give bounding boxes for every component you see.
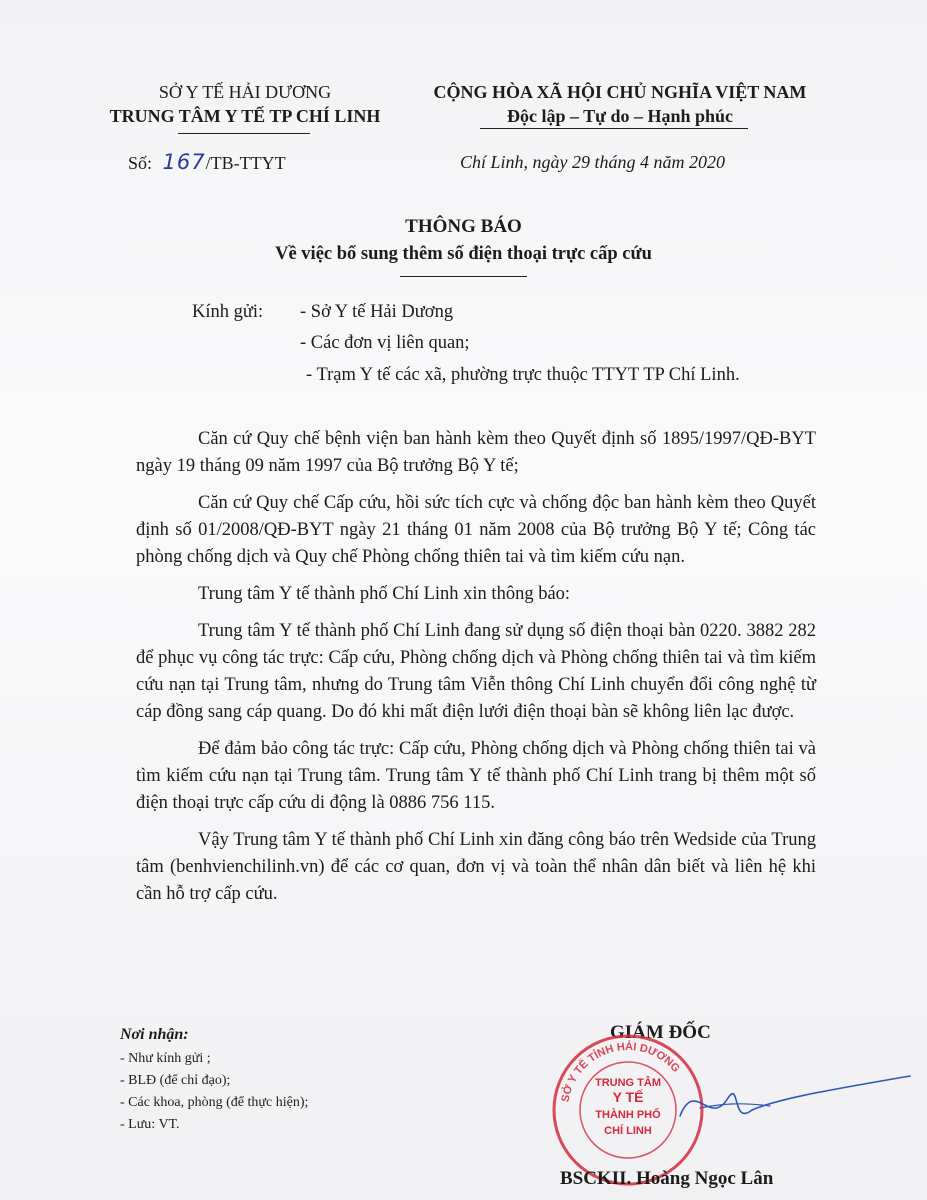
addressee-label: Kính gửi:	[192, 302, 264, 322]
recipients-block	[120, 1022, 450, 1136]
stamp-line: THÀNH PHỐ	[595, 1109, 661, 1121]
parent-authority: SỞ Y TẾ HẢI DƯƠNG	[158, 82, 332, 102]
paragraph: Trung tâm Y tế thành phố Chí Linh đang sử dụng số điện thoại bàn 0220. 3882 282 để phục vụ công tác trực: Cấp cứu, Phòng chống dịch và Phòng chống thiên tai và tìm kiếm cứu nạn tại Trung tâm, nhưng do Trung tâm Viễn thông Chí Linh chuyển đổi công nghệ từ cáp đồng sang cáp quang. Do đó khi mất điện lưới điện thoại bàn sẽ không liên lạc được.	[136, 621, 816, 722]
number-suffix: /TB-TTYT	[205, 153, 286, 173]
stamp-line: TRUNG TÂM	[595, 1077, 661, 1089]
issuing-authority	[80, 80, 410, 128]
addressee-item: - Trạm Y tế các xã, phường trực thuộc TTYT TP Chí Linh.	[306, 365, 740, 385]
national-motto: Độc lập – Tự do – Hạnh phúc	[506, 106, 734, 126]
paragraph: Trung tâm Y tế thành phố Chí Linh xin thông báo:	[198, 584, 571, 604]
handwritten-number: 167	[162, 150, 206, 174]
addressee-item: - Sở Y tế Hải Dương	[300, 302, 454, 322]
title-underline	[400, 276, 527, 277]
notice-body	[136, 426, 816, 908]
signatory-name: BSCKII. Hoàng Ngọc Lân	[560, 1168, 774, 1189]
date-line: Chí Linh, ngày 29 tháng 4 năm 2020	[460, 152, 726, 172]
notice-subtitle: Về việc bổ sung thêm số điện thoại trực cấp cứu	[275, 244, 652, 264]
recipients-label: Nơi nhận:	[120, 1026, 189, 1043]
national-title	[410, 80, 830, 128]
paragraph: Để đảm bảo công tác trực: Cấp cứu, Phòng chống dịch và Phòng chống thiên tai và tìm kiếm cứu nạn tại Trung tâm. Trung tâm Y tế thành phố Chí Linh trang bị thêm một số điện thoại trực cấp cứu di động là 0886 756 115.	[136, 739, 816, 813]
handwritten-signature	[640, 1068, 920, 1138]
stamp-line: Y TẾ	[612, 1089, 644, 1105]
motto-underline	[480, 128, 748, 129]
recipient-item: - BLĐ (để chỉ đạo);	[120, 1073, 231, 1088]
country-name: CỘNG HÒA XÃ HỘI CHỦ NGHĨA VIỆT NAM	[433, 82, 807, 102]
signatory-title: GIÁM ĐỐC	[610, 1022, 711, 1043]
stamp-line: CHÍ LINH	[604, 1125, 652, 1137]
issuing-organization: TRUNG TÂM Y TẾ TP CHÍ LINH	[109, 106, 381, 126]
paragraph: Vậy Trung tâm Y tế thành phố Chí Linh xin đăng công báo trên Wedside của Trung tâm (benhvienchilinh.vn) để các cơ quan, đơn vị và toàn thể nhân dân biết và liên hệ khi cần hỗ trợ cấp cứu.	[136, 830, 816, 904]
left-header-underline	[178, 133, 310, 134]
number-label: Số:	[128, 153, 153, 173]
document-number	[128, 150, 388, 175]
notice-title: THÔNG BÁO	[405, 216, 522, 237]
recipient-item: - Các khoa, phòng (để thực hiện);	[120, 1095, 309, 1110]
recipient-item: - Như kính gửi ;	[120, 1051, 211, 1066]
paragraph: Căn cứ Quy chế bệnh viện ban hành kèm theo Quyết định số 1895/1997/QĐ-BYT ngày 19 tháng 09 năm 1997 của Bộ trưởng Bộ Y tế;	[136, 429, 816, 476]
addressee-item: - Các đơn vị liên quan;	[300, 333, 470, 353]
recipient-item: - Lưu: VT.	[120, 1117, 180, 1132]
paragraph: Căn cứ Quy chế Cấp cứu, hồi sức tích cực và chống độc ban hành kèm theo Quyết định số 01/2008/QĐ-BYT ngày 21 tháng 01 năm 2008 của Bộ trưởng Bộ Y tế; Công tác phòng chống dịch và Quy chế Phòng chống thiên tai và tìm kiếm cứu nạn.	[136, 493, 816, 567]
stamp-ring-text: SỞ Y TẾ TỈNH HẢI DƯƠNG	[559, 1040, 682, 1104]
